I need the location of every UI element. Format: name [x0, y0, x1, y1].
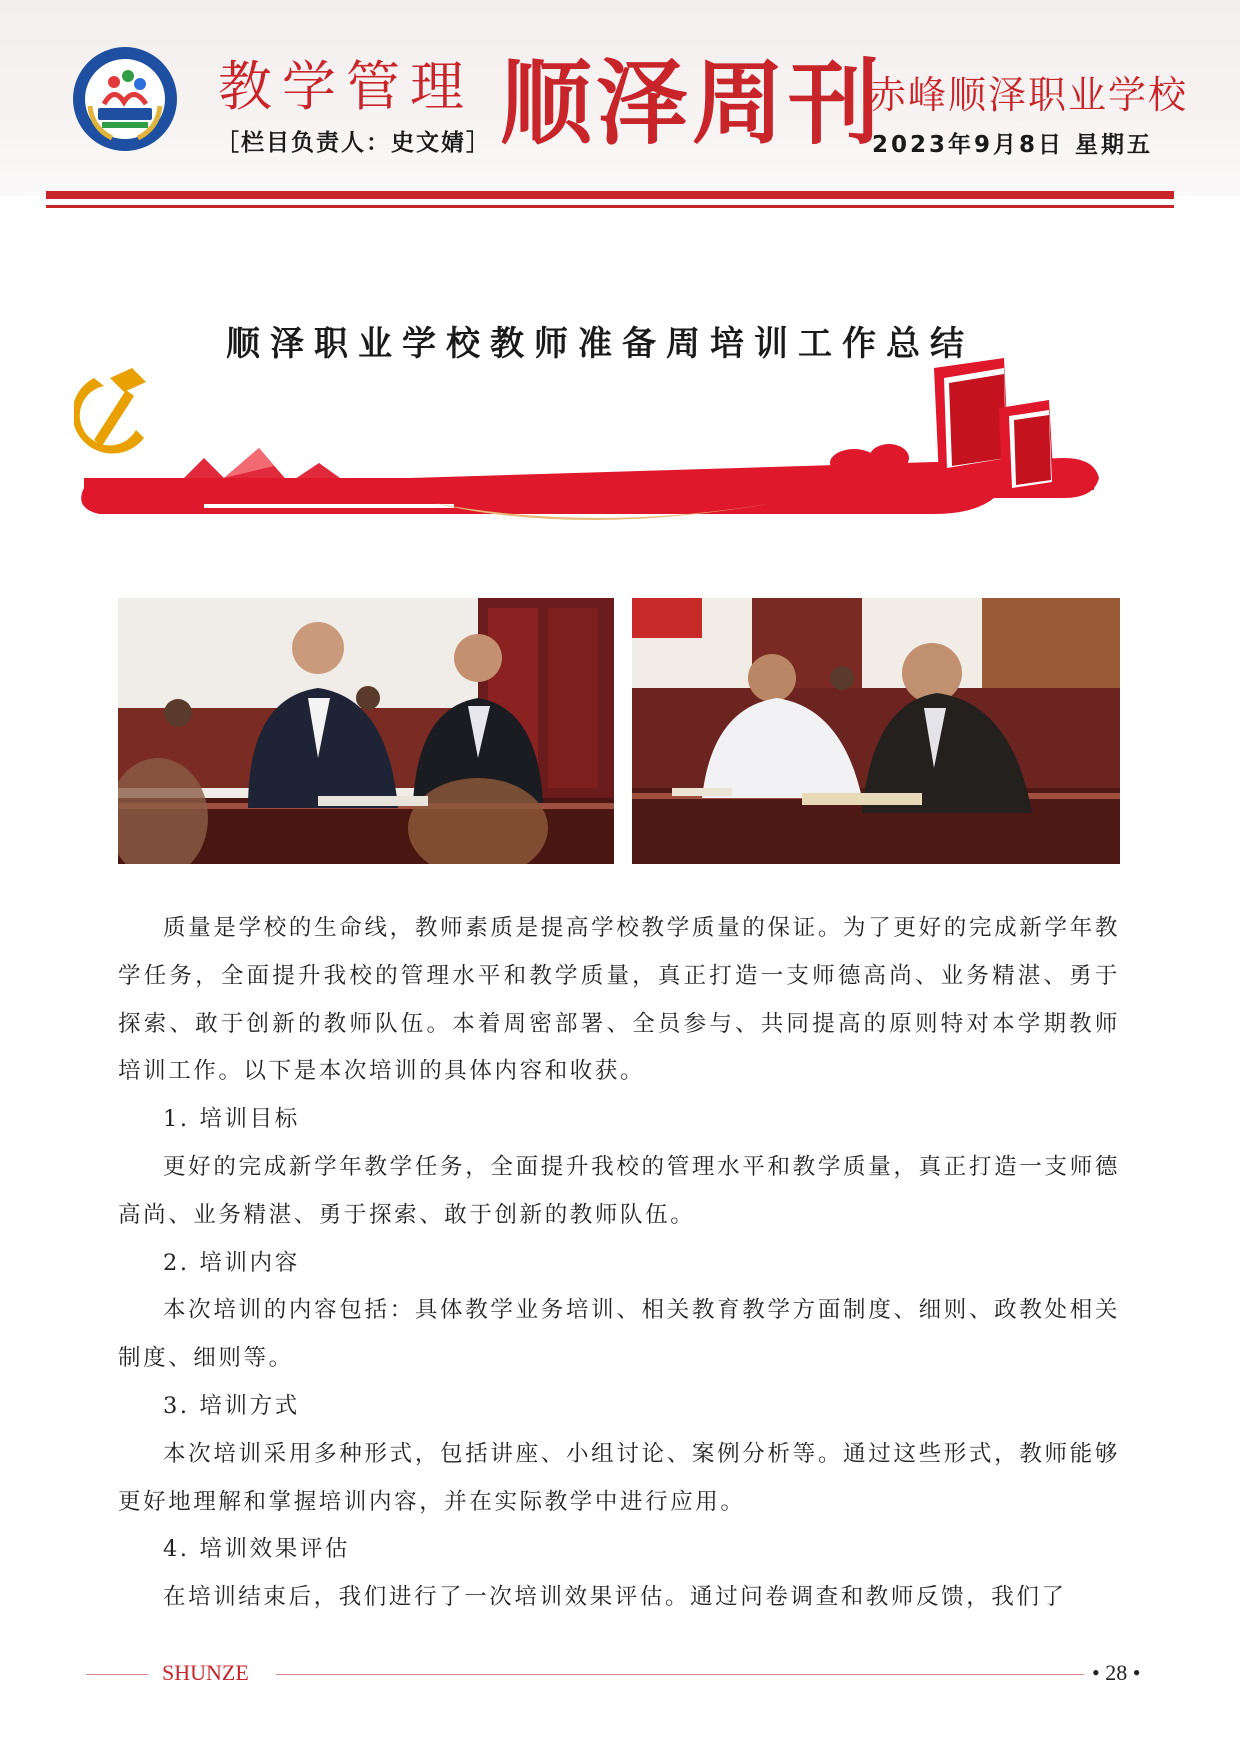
footer-brand: SHUNZE	[162, 1660, 249, 1685]
article-body	[118, 905, 1120, 1622]
header-rule-thick	[46, 191, 1174, 199]
training-photo-left	[118, 598, 614, 864]
footer-rule	[276, 1674, 1084, 1675]
decorative-banner	[74, 358, 1174, 528]
article-paragraph: 本次培训的内容包括：具体教学业务培训、相关教育教学方面制度、细则、政教处相关制度、细则等。	[118, 1297, 1120, 1372]
publication-title: 顺泽周刊	[500, 50, 885, 157]
editor-note: ［栏目负责人：史文婧］	[216, 130, 491, 156]
section-heading: 4. 培训效果评估	[163, 1536, 351, 1563]
article-paragraph: 本次培训采用多种形式，包括讲座、小组讨论、案例分析等。通过这些形式，教师能够更好地理解和掌握培训内容，并在实际教学中进行应用。	[118, 1440, 1120, 1515]
hammer-sickle-icon	[74, 368, 146, 454]
section-heading: 3. 培训方式	[163, 1392, 300, 1419]
article-paragraph: 在培训结束后，我们进行了一次培训效果评估。通过问卷调查和教师反馈，我们了	[163, 1584, 1067, 1611]
article-paragraph: 质量是学校的生命线，教师素质是提高学校教学质量的保证。为了更好的完成新学年教学任务，全面提升我校的管理水平和教学质量，真正打造一支师德高尚、业务精湛、勇于探索、敢于创新的教师队伍。本着周密部署、全员参与、共同提高的原则特对本学期教师培训工作。以下是本次培训的具体内容和收获。	[118, 915, 1120, 1085]
article-title: 顺泽职业学校教师准备周培训工作总结	[226, 324, 974, 364]
section-heading: 2. 培训内容	[163, 1249, 300, 1276]
article-paragraph: 更好的完成新学年教学任务，全面提升我校的管理水平和教学质量，真正打造一支师德高尚、业务精湛、勇于探索、敢于创新的教师队伍。	[118, 1153, 1120, 1228]
section-heading: 1. 培训目标	[163, 1106, 300, 1133]
column-title: 教学管理	[218, 55, 474, 118]
issue-date: 2023年9月8日 星期五	[872, 132, 1154, 158]
header-rule-thin	[46, 205, 1174, 208]
footer-rule-left	[86, 1674, 148, 1675]
training-photo-right	[632, 598, 1120, 864]
school-name: 赤峰顺泽职业学校	[868, 73, 1189, 117]
page-number: • 28 •	[1092, 1660, 1141, 1685]
school-emblem-icon	[72, 46, 178, 152]
